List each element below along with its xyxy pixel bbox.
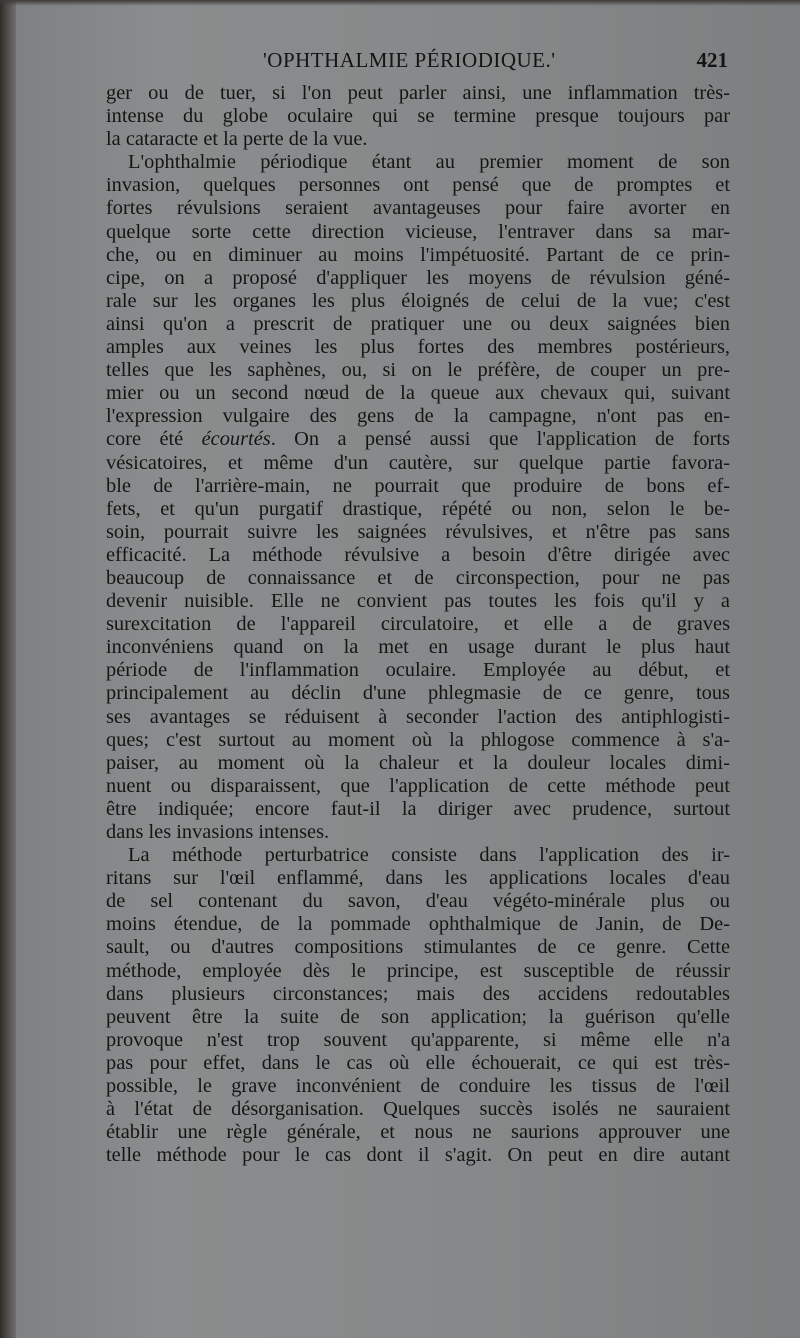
running-title: 'OPHTHALMIE PÉRIODIQUE.' [263,48,556,72]
text-line: peuvent être la suite de son application; la guérison qu'elle [106,1005,730,1028]
text-line: la cataracte et la perte de la vue. [106,128,368,151]
text-line: beaucoup de connaissance et de circonspection, pour ne pas [106,566,730,589]
text-line: L'ophthalmie périodique étant au premier moment de son [128,151,730,174]
text-line: devenir nuisible. Elle ne convient pas toutes les fois qu'il y a [106,590,730,613]
text-line: ques; c'est surtout au moment où la phlogose commence à s'a- [106,728,730,751]
text-line: rale sur les organes les plus éloignés de celui de la vue; c'est [106,289,730,312]
body-text [106,82,730,1167]
text-line: fets, et qu'un purgatif drastique, répété ou non, selon le be- [106,497,730,520]
text-line: de sel contenant du savon, d'eau végéto-minérale plus ou [106,890,730,913]
page-number: 421 [696,48,728,72]
text-line: La méthode perturbatrice consiste dans l'application des ir- [128,844,730,867]
text-line: surexcitation de l'appareil circulatoire, et elle a de graves [106,613,730,636]
text-line: nuent ou disparaissent, que l'application de cette méthode peut [106,774,730,797]
text-line: ritans sur l'œil enflammé, dans les applications locales d'eau [106,867,730,890]
italic-term: écourtés [201,428,271,451]
text-line: être indiquée; encore faut-il la diriger avec prudence, surtout [106,797,730,820]
text-line: possible, le grave inconvénient de conduire les tissus de l'œil [106,1075,730,1098]
text-line: à l'état de désorganisation. Quelques succès isolés ne sauraient [106,1098,730,1121]
text-line: moins étendue, de la pommade ophthalmique de Janin, de De- [106,913,730,936]
text-line: quelque sorte cette direction vicieuse, l'entraver dans sa mar- [106,220,730,243]
text-line: sault, ou d'autres compositions stimulantes de ce genre. Cette [106,936,730,959]
text-line: méthode, employée dès le principe, est susceptible de réussir [106,959,730,982]
text-segment: core été [106,428,202,451]
text-line: efficacité. La méthode révulsive a besoin d'être dirigée avec [106,543,730,566]
text-line: période de l'inflammation oculaire. Employée au début, et [106,659,730,682]
text-line [106,428,730,451]
text-line: établir une règle générale, et nous ne saurions approuver une [106,1121,730,1144]
text-line: ainsi qu'on a prescrit de pratiquer une ou deux saignées bien [106,312,730,335]
page-header [108,48,728,78]
text-line: telle méthode pour le cas dont il s'agit. On peut en dire autant [106,1144,730,1167]
text-line: telles que les saphènes, ou, si on le préfère, de couper un pre- [106,359,730,382]
text-line: che, ou en diminuer au moins l'impétuosité. Partant de ce prin- [106,243,730,266]
text-line: dans plusieurs circonstances; mais des accidens redoutables [106,982,730,1005]
text-line: provoque n'est trop souvent qu'apparente, si même elle n'a [106,1028,730,1051]
text-line: ses avantages se réduisent à seconder l'action des antiphlogisti- [106,705,730,728]
page-top-edge [0,0,800,6]
text-segment: . On a pensé aussi que l'application de forts [270,428,730,451]
text-line: principalement au déclin d'une phlegmasie de ce genre, tous [106,682,730,705]
page-binding-edge [0,0,16,1338]
text-line: intense du globe oculaire qui se termine presque toujours par [106,105,730,128]
text-line: l'expression vulgaire des gens de la campagne, n'ont pas en- [106,405,730,428]
text-line: fortes révulsions seraient avantageuses pour faire avorter en [106,197,730,220]
text-line: pas pour effet, dans le cas où elle échouerait, ce qui est très- [106,1051,730,1074]
text-line: inconvéniens quand on la met en usage durant le plus haut [106,636,730,659]
text-line: cipe, on a proposé d'appliquer les moyens de révulsion géné- [106,266,730,289]
text-line: paiser, au moment où la chaleur et la douleur locales dimi- [106,751,730,774]
text-line: amples aux veines les plus fortes des membres postérieurs, [106,336,730,359]
text-line: vésicatoires, et même d'un cautère, sur quelque partie favora- [106,451,730,474]
text-line: invasion, quelques personnes ont pensé que de promptes et [106,174,730,197]
text-line: soin, pourrait suivre les saignées révulsives, et n'être pas sans [106,520,730,543]
text-line: mier ou un second nœud de la queue aux chevaux qui, suivant [106,382,730,405]
text-line: ger ou de tuer, si l'on peut parler ainsi, une inflammation très- [106,82,730,104]
text-line: ble de l'arrière-main, ne pourrait que produire de bons ef- [106,474,730,497]
text-line: dans les invasions intenses. [106,821,330,843]
